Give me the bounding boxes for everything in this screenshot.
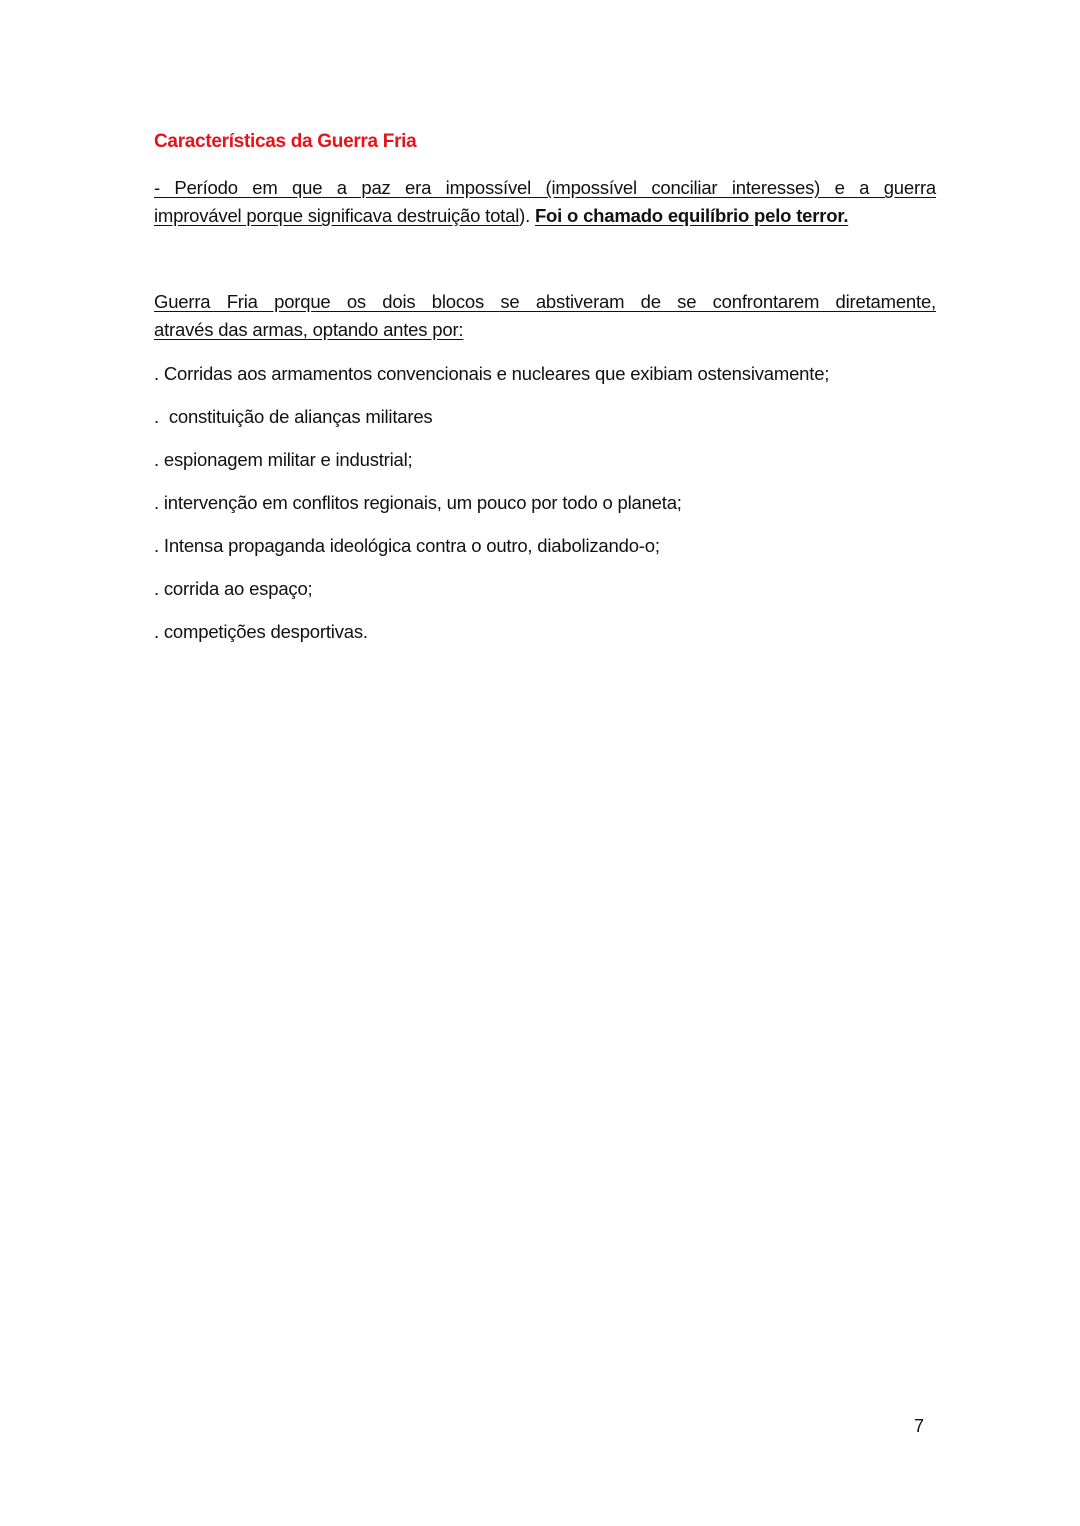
list-item: . Intensa propaganda ideológica contra o outro, diabolizando-o; [154, 535, 660, 556]
paragraph1-line2 [154, 205, 848, 226]
list-item: . constituição de alianças militares [154, 406, 433, 427]
paragraph2-line1: Guerra Fria porque os dois blocos se abstiveram de se confrontarem diretamente, [154, 291, 936, 312]
bullet-list [154, 360, 829, 661]
page-number: 7 [914, 1416, 925, 1436]
paragraph1-plain-text: ). [519, 205, 535, 226]
list-item: . corrida ao espaço; [154, 578, 313, 599]
list-item: . Corridas aos armamentos convencionais e nucleares que exibiam ostensivamente; [154, 363, 830, 384]
paragraph-cold-war-reason [154, 288, 936, 344]
paragraph2-line2: através das armas, optando antes por: [154, 319, 464, 340]
paragraph1-bold-conclusion: Foi o chamado equilíbrio pelo terror. [534, 205, 849, 226]
paragraph-peace-impossible [154, 174, 936, 230]
paragraph1-underlined-text: improvável porque significava destruição total [154, 205, 520, 226]
section-heading: Características da Guerra Fria [154, 131, 417, 152]
list-item: . intervenção em conflitos regionais, um pouco por todo o planeta; [154, 492, 682, 513]
paragraph1-line1: - Período em que a paz era impossível (impossível conciliar interesses) e a guerra [154, 177, 936, 198]
list-item: . competições desportivas. [154, 621, 368, 642]
list-item: . espionagem militar e industrial; [154, 449, 413, 470]
